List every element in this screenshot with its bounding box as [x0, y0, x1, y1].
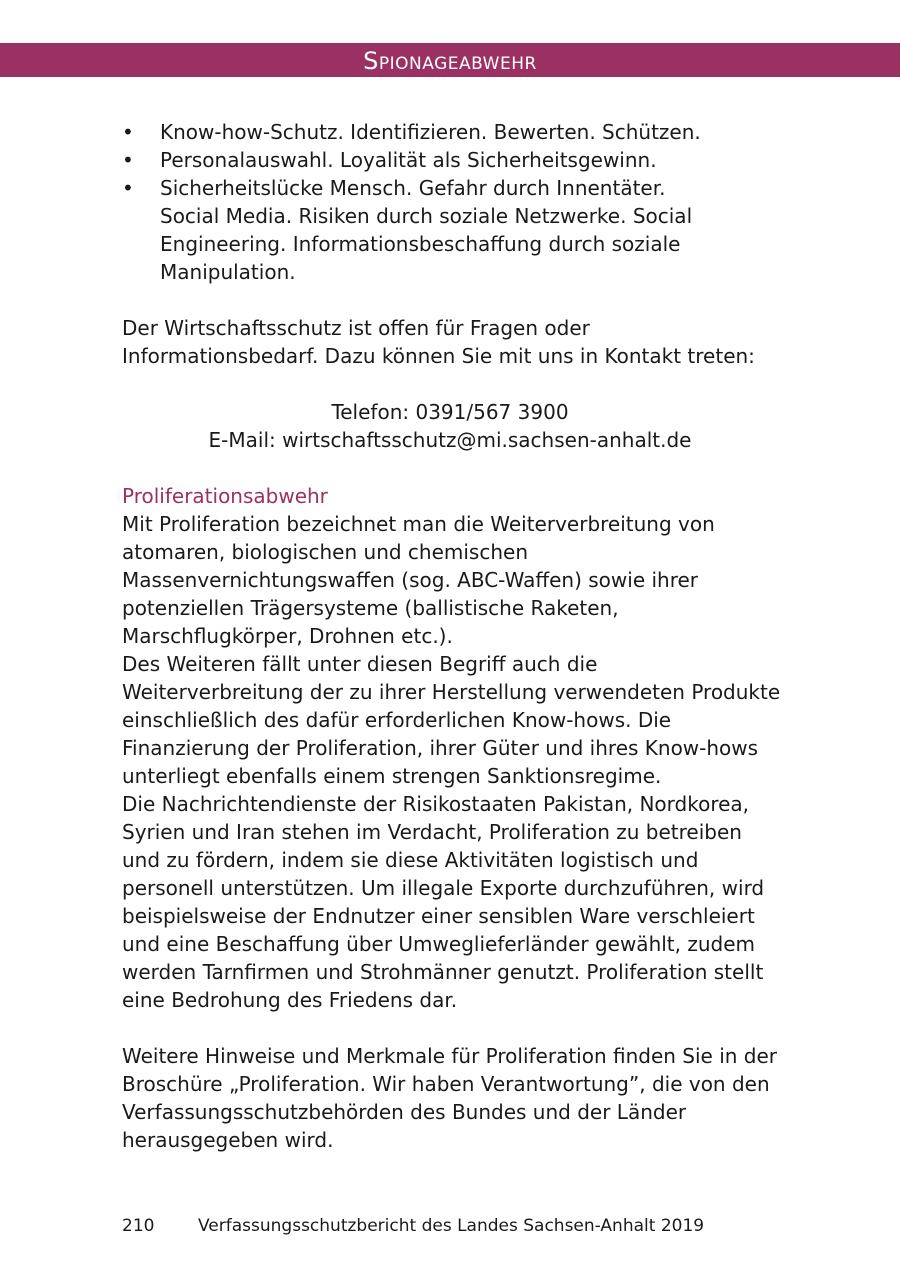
bullet-icon: •	[122, 176, 134, 200]
list-item: • Personalauswahl. Loyalität als Sicherheitsgewinn.	[122, 148, 657, 172]
page-footer	[122, 1214, 704, 1238]
intro-paragraph: Der Wirtschaftsschutz ist offen für Fragen oder Informationsbedarf. Dazu können Sie mit uns in Kontakt treten:	[122, 316, 755, 368]
main-content	[122, 118, 782, 1154]
contact-phone: Telefon: 0391/567 3900	[331, 400, 569, 424]
page-title: Spionageabwehr	[363, 47, 537, 75]
paragraph: Des Weiteren fällt unter diesen Begriff auch die Weiterverbreitung der zu ihrer Herstellung verwendeten Produkte einschließlich des dafür erforderlichen Know-hows. Die Finanzierung der Proliferation, ihrer Güter und ihres Know-hows unterliegt ebenfalls einem strengen Sanktionsregime.	[122, 652, 781, 788]
section-heading: Proliferationsabwehr	[122, 484, 328, 508]
paragraph: Weitere Hinweise und Merkmale für Proliferation finden Sie in der Broschüre „Proliferation. Wir haben Verantwortung”, die von den Verfassungsschutzbehörden des Bundes und der Länder herausgegeben wird.	[122, 1044, 778, 1152]
contact-email: E-Mail: wirtschaftsschutz@mi.sachsen-anhalt.de	[208, 428, 692, 452]
bullet-icon: •	[122, 120, 134, 144]
footer-text: Verfassungsschutzbericht des Landes Sachsen-Anhalt 2019	[198, 1216, 705, 1236]
list-item: • Know-how-Schutz. Identifizieren. Bewerten. Schützen.	[122, 120, 701, 144]
list-item-continuation: Social Media. Risiken durch soziale Netzwerke. Social Engineering. Informationsbeschaffung durch soziale Manipulation.	[160, 204, 693, 284]
paragraph: Mit Proliferation bezeichnet man die Weiterverbreitung von atomaren, biologischen und chemischen Massenvernichtungswaffen (sog. ABC-Waffen) sowie ihrer potenziellen Trägersysteme (ballistische Raketen, Marschflugkörper, Drohnen etc.).	[122, 512, 715, 648]
list-item: • Sicherheitslücke Mensch. Gefahr durch Innentäter. Social Media. Risiken durch soziale Netzwerke. Social Engineering. Informationsbeschaffung durch soziale Manipulation.	[122, 176, 693, 284]
page-number: 210	[122, 1216, 155, 1236]
bullet-icon: •	[122, 148, 134, 172]
paragraph: Die Nachrichtendienste der Risikostaaten Pakistan, Nordkorea, Syrien und Iran stehen im Verdacht, Proliferation zu betreiben und zu fördern, indem sie diese Aktivitäten logistisch und personell unterstützen. Um illegale Exporte durchzuführen, wird beispielsweise der Endnutzer einer sensiblen Ware verschleiert und eine Beschaffung über Umweglieferländer gewählt, zudem werden Tarnfirmen und Strohmänner genutzt. Proliferation stellt eine Bedrohung des Friedens dar.	[122, 792, 765, 1012]
bullet-list	[122, 118, 782, 286]
